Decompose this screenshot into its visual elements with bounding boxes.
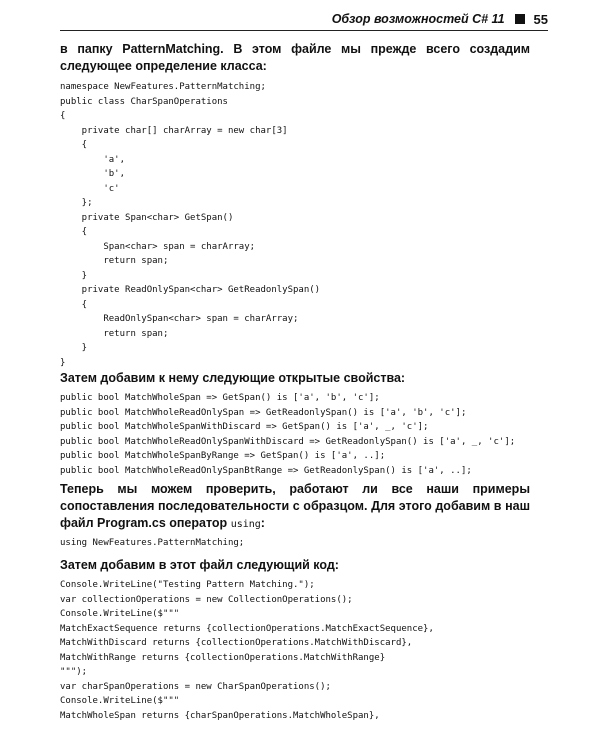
header-square-marker — [515, 14, 525, 24]
code-line: MatchWithDiscard returns {collectionOperations.MatchWithDiscard}, — [60, 638, 413, 648]
code-block-class-definition — [60, 80, 320, 370]
code-line: MatchExactSequence returns {collectionOperations.MatchExactSequence}, — [60, 623, 434, 634]
code-line: public bool MatchWholeSpanByRange => GetSpan() is ['a', ..]; — [60, 451, 386, 461]
code-line: public bool MatchWholeSpan => GetSpan() is ['a', 'b', 'c']; — [60, 393, 380, 403]
code-line: { — [60, 227, 88, 237]
paragraph-add-code: Затем добавим в этот файл следующий код: — [60, 558, 339, 572]
code-block-program — [60, 578, 434, 723]
code-line: var charSpanOperations = new CharSpanOperations(); — [60, 681, 331, 692]
code-line: MatchWholeSpan returns {charSpanOperations.MatchWholeSpan}, — [60, 710, 380, 721]
code-line: private Span<char> GetSpan() — [60, 212, 234, 223]
code-line: }; — [60, 198, 93, 208]
code-line: private char[] charArray = new char[3] — [60, 125, 288, 136]
code-line: { — [60, 140, 88, 150]
paragraph-check-colon: : — [260, 516, 265, 530]
paragraph-intro: в папку PatternMatching. В этом файле мы прежде всего создадим следующее определение класса: — [60, 42, 530, 73]
code-line: """); — [60, 667, 88, 677]
code-line: { — [60, 299, 88, 310]
code-line: public bool MatchWholeReadOnlySpanWithDiscard => GetReadonlySpan() is ['a', _, 'c']; — [60, 436, 516, 447]
paragraph-properties: Затем добавим к нему следующие открытые свойства: — [60, 371, 406, 385]
code-line: } — [60, 343, 88, 353]
paragraph-check — [60, 481, 530, 533]
code-line: Console.WriteLine("Testing Pattern Matching."); — [60, 580, 315, 590]
running-header — [60, 8, 548, 31]
page-number: 55 — [533, 11, 548, 27]
code-line: var collectionOperations = new CollectionOperations(); — [60, 594, 353, 605]
chapter-title: Обзор возможностей C# 11 — [331, 12, 505, 26]
code-line: } — [60, 270, 88, 281]
code-line: Console.WriteLine($""" — [60, 609, 180, 619]
code-line: public bool MatchWholeSpanWithDiscard => GetSpan() is ['a', _, 'c']; — [60, 422, 429, 432]
code-line: return span; — [60, 328, 169, 339]
paragraph-check-text: Теперь мы можем проверить, работают ли все наши примеры сопоставления последовательности с образцом. Для этого добавим в наш файл Program.cs оператор — [60, 482, 530, 530]
code-line: namespace NewFeatures.PatternMatching; — [60, 82, 266, 92]
code-block-using — [60, 536, 244, 551]
code-line: MatchWithRange returns {collectionOperations.MatchWithRange} — [60, 652, 386, 663]
code-line: 'c' — [60, 183, 120, 194]
code-line: Span<char> span = charArray; — [60, 241, 256, 252]
code-line: public bool MatchWholeReadOnlySpan => GetReadonlySpan() is ['a', 'b', 'c']; — [60, 407, 467, 418]
code-line: } — [60, 357, 66, 368]
code-line: public bool MatchWholeReadOnlySpanBtRange => GetReadonlySpan() is ['a', ..]; — [60, 465, 472, 476]
code-line: private ReadOnlySpan<char> GetReadonlySpan() — [60, 285, 321, 295]
code-line: 'a', — [60, 154, 126, 165]
code-line: return span; — [60, 256, 169, 266]
code-line: using NewFeatures.PatternMatching; — [60, 538, 245, 548]
code-line: { — [60, 111, 66, 121]
code-block-properties — [60, 391, 515, 478]
code-line: 'b', — [60, 169, 126, 179]
inline-code-using: using — [230, 519, 261, 530]
code-line: public class CharSpanOperations — [60, 96, 228, 107]
code-line: Console.WriteLine($""" — [60, 696, 180, 706]
code-line: ReadOnlySpan<char> span = charArray; — [60, 314, 299, 324]
